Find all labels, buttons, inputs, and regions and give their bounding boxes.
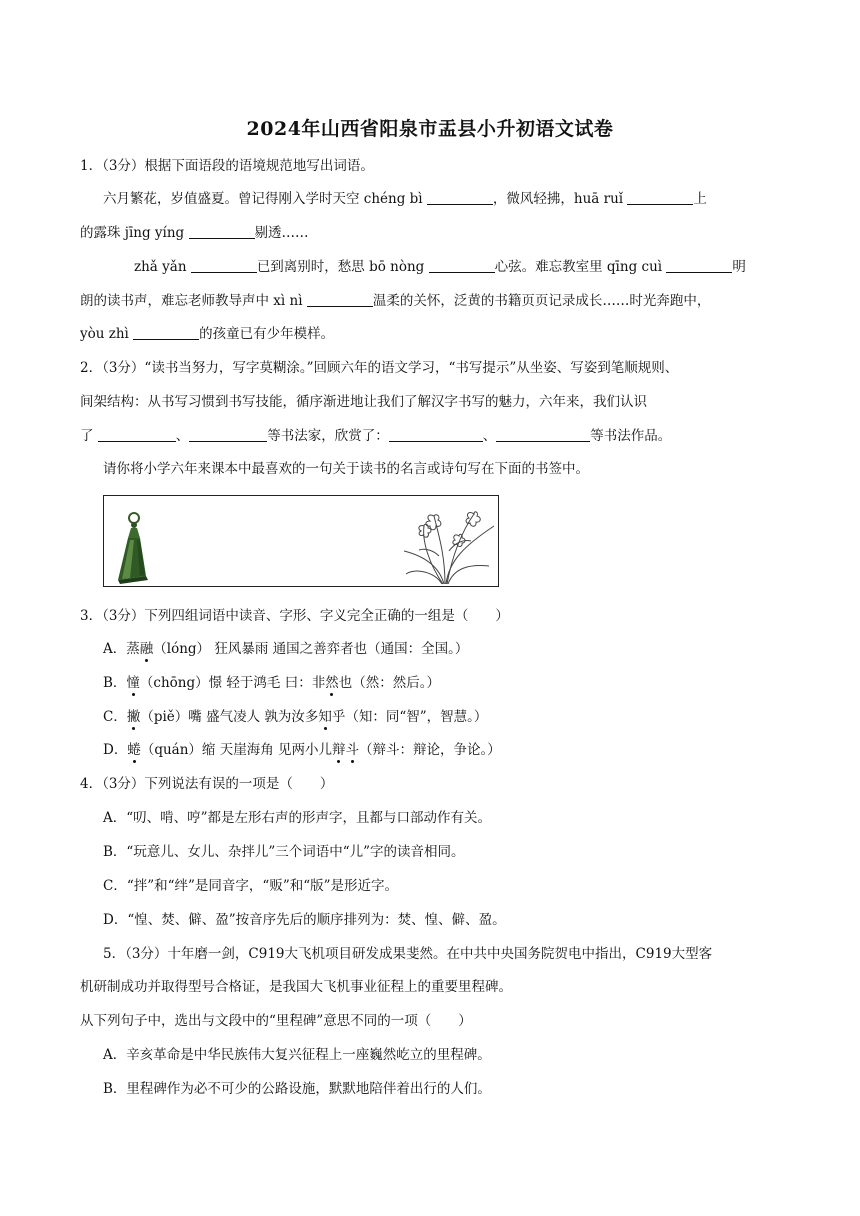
bookmark-box[interactable]: [103, 495, 499, 587]
q1-text: 的露珠 jīng yíng: [80, 225, 189, 241]
option-text: A．蒸: [103, 641, 140, 657]
answer-blank[interactable]: [307, 292, 373, 307]
q3-option-b[interactable]: [103, 674, 440, 692]
option-text: （lóng） 狂风暴雨 通国之善弈者也（通国：全国。）: [153, 641, 469, 657]
q2-text: 了: [80, 428, 98, 444]
dotted-char: 蜷: [127, 742, 141, 758]
option-text: C．: [103, 709, 127, 725]
q2-line1: 2．（3分）“读书当努力，写字莫糊涂。”回顾六年的语文学习，“书写提示”从坐姿、写姿到笔顺规则、: [80, 360, 679, 376]
answer-blank[interactable]: [189, 427, 267, 442]
q5-option-b[interactable]: B．里程碑作为必不可少的公路设施，默默地陪伴着出行的人们。: [103, 1081, 491, 1097]
q2-line2: 间架结构：从书写习惯到书写技能，循序渐进地让我们了解汉字书写的魅力，六年来，我们认识: [80, 394, 647, 410]
q1-text: 心弦。难忘教室里 qīng cuì: [494, 259, 667, 275]
option-text: D．: [103, 742, 128, 758]
q1-para2-line2: [80, 292, 710, 310]
page-title: 2024年山西省阳泉市盂县小升初语文试卷: [246, 118, 614, 140]
option-text: （辩斗：辩论，争论。）: [359, 742, 501, 758]
dotted-char: 辩: [332, 742, 346, 758]
q3-option-a[interactable]: [103, 640, 468, 658]
q3-option-c[interactable]: [103, 708, 487, 726]
q4-option-c[interactable]: C．“拌”和“绊”是同音字，“贩”和“版”是形近字。: [103, 878, 399, 894]
answer-blank[interactable]: [191, 258, 257, 273]
q2-line4: 请你将小学六年来课本中最喜欢的一句关于读书的名言或诗句写在下面的书签中。: [103, 461, 589, 477]
answer-blank[interactable]: [627, 190, 693, 205]
q1-para2-line3: [80, 325, 334, 343]
option-text: （chōng）憬 轻于鸿毛 曰：非: [139, 675, 326, 691]
answer-blank[interactable]: [189, 224, 255, 239]
q2-text: 、: [482, 428, 497, 444]
q1-text: 剔透……: [254, 225, 309, 241]
dotted-char: 憧: [126, 675, 140, 691]
dotted-char: 斗: [345, 742, 359, 758]
q4-option-b[interactable]: B．“玩意儿、女儿、杂拌儿”三个词语中“儿”字的读音相同。: [103, 844, 465, 860]
answer-blank[interactable]: [98, 427, 176, 442]
option-text: 也（然：然后。）: [338, 675, 440, 691]
q1-text: ，微风轻拂，huā ruǐ: [492, 191, 628, 207]
q1-text: zhǎ yǎn: [134, 259, 191, 275]
dotted-char: 然: [325, 675, 339, 691]
answer-blank[interactable]: [427, 190, 493, 205]
q5-line3: 从下列句子中，选出与文段中的“里程碑”意思不同的一项（ ）: [80, 1013, 472, 1029]
orchid-icon: [404, 512, 494, 584]
option-text: （piě）嘴 盛气凌人 孰为汝多: [140, 709, 319, 725]
option-text: B．: [103, 675, 127, 691]
q5-line2: 机研制成功并取得型号合格证，是我国大飞机事业征程上的重要里程碑。: [80, 979, 512, 995]
q3-stem: 3．（3分）下列四组词语中读音、字形、字义完全正确的一组是（ ）: [80, 608, 509, 624]
option-text: 乎（知：同“智”，智慧。）: [331, 709, 488, 725]
dotted-char: 知: [318, 709, 332, 725]
q5-line1: 5．（3分）十年磨一剑，C919大飞机项目研发成果斐然。在中共中央国务院贺电中指出，C919大型客: [103, 946, 713, 962]
q1-text: 上: [693, 191, 707, 207]
q2-line3: [80, 427, 671, 445]
q4-option-a[interactable]: A．“叨、啃、哼”都是左形右声的形声字，且都与口部动作有关。: [103, 810, 492, 826]
q1-text: yòu zhì: [80, 326, 134, 342]
q1-para1-line1: [103, 190, 707, 208]
dotted-char: 融: [139, 641, 154, 657]
q1-para1-line2: [80, 224, 309, 242]
tassel-icon: [118, 513, 148, 584]
q1-text: 明: [732, 259, 746, 275]
answer-blank[interactable]: [666, 258, 732, 273]
q4-stem: 4．（3分）下列说法有误的一项是（ ）: [80, 776, 334, 792]
answer-blank[interactable]: [389, 427, 483, 442]
answer-blank[interactable]: [133, 325, 199, 340]
answer-blank[interactable]: [429, 258, 495, 273]
q1-text: 已到离别时，愁思 bō nòng: [256, 259, 429, 275]
q1-text: 温柔的关怀，泛黄的书籍页页记录成长……时光奔跑中，: [372, 293, 711, 309]
q1-stem: 1．（3分）根据下面语段的语境规范地写出词语。: [80, 158, 374, 174]
option-text: （quán）缩 天崖海角 见两小儿: [140, 742, 332, 758]
q3-option-d[interactable]: [103, 741, 501, 759]
q1-text: 的孩童已有少年模样。: [199, 326, 335, 342]
q5-option-a[interactable]: A．辛亥革命是中华民族伟大复兴征程上一座巍然屹立的里程碑。: [103, 1047, 491, 1063]
q2-text: 等书法作品。: [590, 428, 672, 444]
q4-option-d[interactable]: D．“惶、焚、僻、盈”按音序先后的顺序排列为：焚、惶、僻、盈。: [103, 912, 506, 928]
q1-text: 六月繁花，岁值盛夏。曾记得刚入学时天空 chéng bì: [103, 191, 427, 207]
q2-text: 等书法家，欣赏了：: [267, 428, 389, 444]
dotted-char: 撇: [126, 709, 141, 725]
q1-para2-line1: [134, 258, 746, 276]
answer-blank[interactable]: [496, 427, 590, 442]
q1-text: 朗的读书声，难忘老师教导声中 xì nì: [80, 293, 307, 309]
q2-text: 、: [175, 428, 190, 444]
